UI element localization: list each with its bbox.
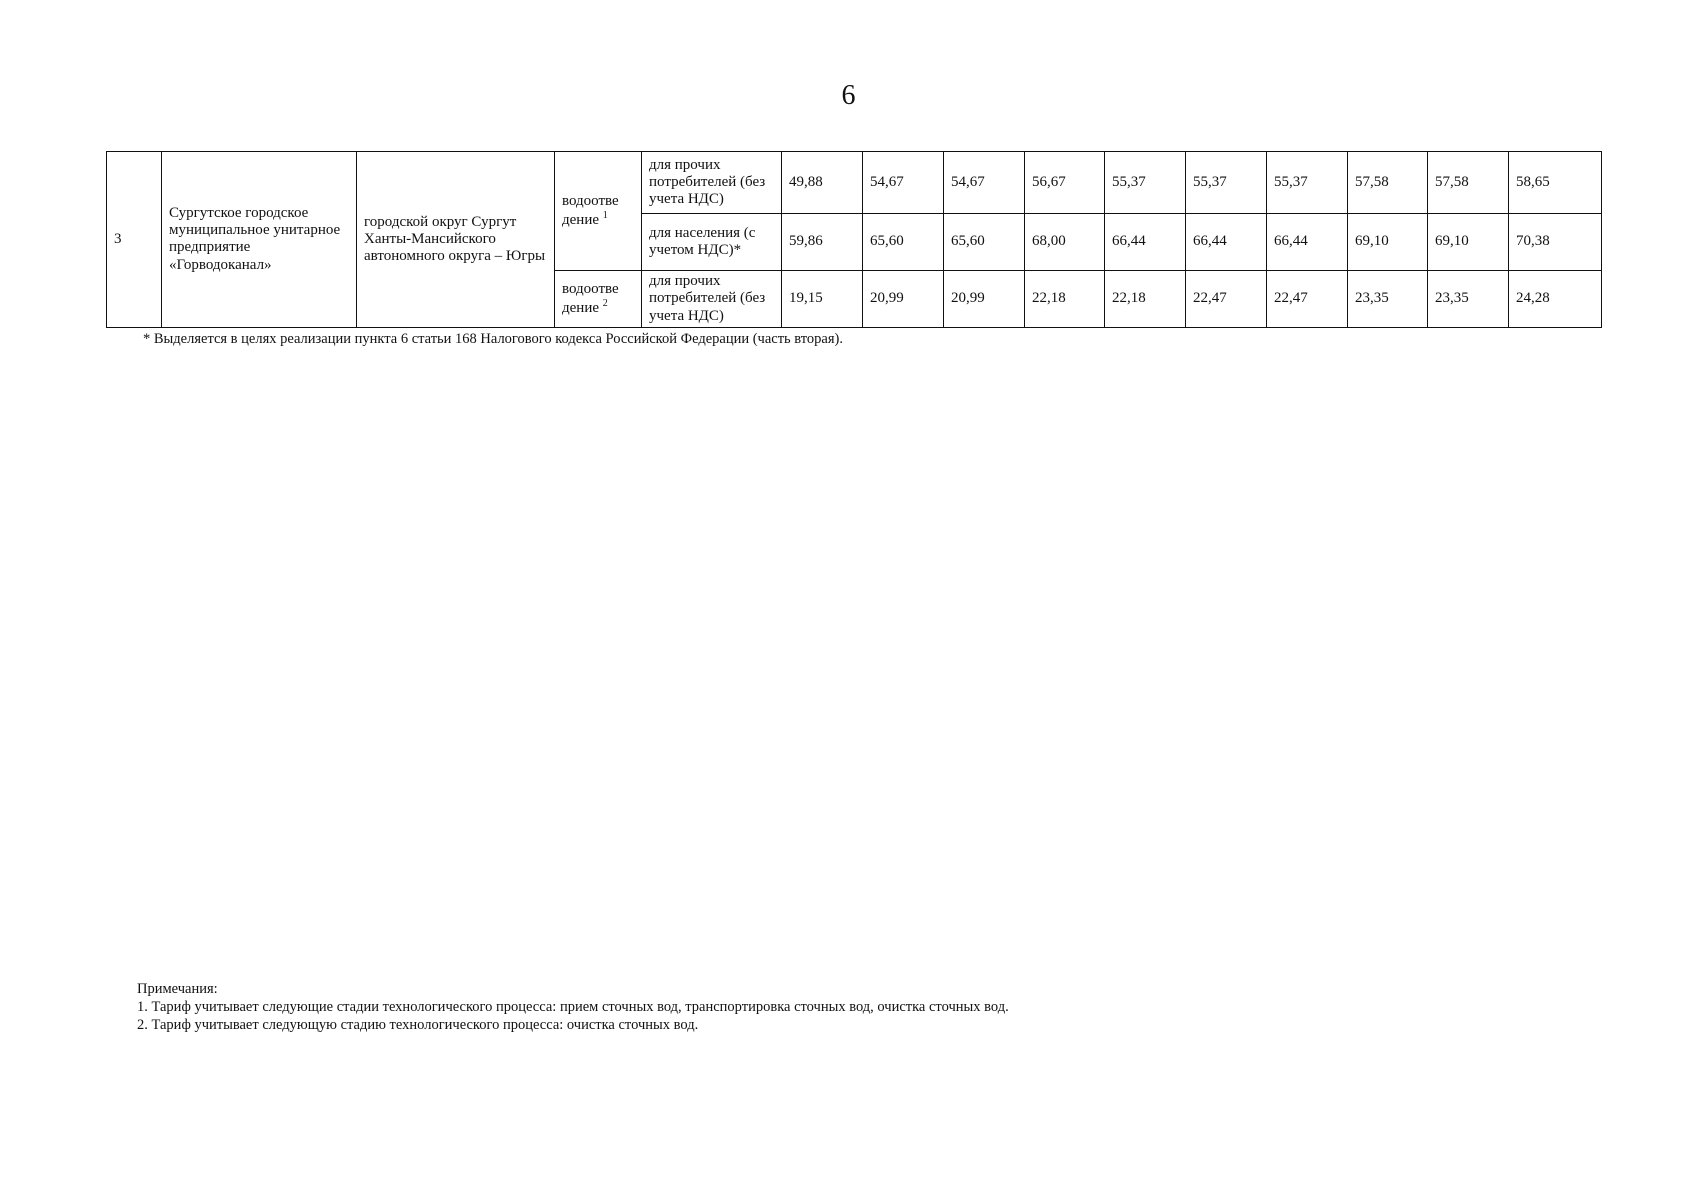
service-cell xyxy=(555,271,642,328)
value-cell: 24,28 xyxy=(1509,271,1602,328)
category-cell: для прочих потребителей (без учета НДС) xyxy=(642,152,782,214)
value-cell: 69,10 xyxy=(1428,214,1509,271)
page-number: 6 xyxy=(841,80,856,111)
value-cell: 69,10 xyxy=(1348,214,1428,271)
service-name: водоотве дение xyxy=(562,280,619,316)
territory-cell: городской округ Сургут Ханты-Мансийского автономного округа – Югры xyxy=(357,152,555,328)
value-cell: 57,58 xyxy=(1428,152,1509,214)
value-cell: 54,67 xyxy=(944,152,1025,214)
note-ref: 2 xyxy=(602,297,608,309)
value-cell: 65,60 xyxy=(944,214,1025,271)
tariff-table xyxy=(106,151,1602,328)
note-ref: 1 xyxy=(602,210,608,221)
value-cell: 56,67 xyxy=(1025,152,1105,214)
service-name: водоотве дение xyxy=(562,192,619,228)
footnote: * Выделяется в целях реализации пункта 6 статьи 168 Налогового кодекса Российской Федерации (часть вторая). xyxy=(143,331,843,347)
table-row xyxy=(107,152,1602,214)
value-cell: 55,37 xyxy=(1105,152,1186,214)
value-cell: 59,86 xyxy=(782,214,863,271)
value-cell: 65,60 xyxy=(863,214,944,271)
row-number-cell: 3 xyxy=(107,152,162,328)
value-cell: 68,00 xyxy=(1025,214,1105,271)
category-cell: для прочих потребителей (без учета НДС) xyxy=(642,271,782,328)
notes-title: Примечания: xyxy=(137,981,218,997)
value-cell: 20,99 xyxy=(944,271,1025,328)
note-item: 2. Тариф учитывает следующую стадию технологического процесса: очистка сточных вод. xyxy=(137,1017,699,1033)
note-item: 1. Тариф учитывает следующие стадии технологического процесса: прием сточных вод, транспортировка сточных вод, очистка сточных вод. xyxy=(137,999,1009,1015)
value-cell: 20,99 xyxy=(863,271,944,328)
value-cell: 22,47 xyxy=(1186,271,1267,328)
value-cell: 23,35 xyxy=(1348,271,1428,328)
value-cell: 22,18 xyxy=(1025,271,1105,328)
value-cell: 22,47 xyxy=(1267,271,1348,328)
value-cell: 55,37 xyxy=(1267,152,1348,214)
value-cell: 49,88 xyxy=(782,152,863,214)
value-cell: 58,65 xyxy=(1509,152,1602,214)
service-cell xyxy=(555,152,642,271)
value-cell: 22,18 xyxy=(1105,271,1186,328)
organization-cell: Сургутское городское муниципальное унитарное предприятие «Горводоканал» xyxy=(162,152,357,328)
value-cell: 66,44 xyxy=(1186,214,1267,271)
value-cell: 57,58 xyxy=(1348,152,1428,214)
value-cell: 54,67 xyxy=(863,152,944,214)
value-cell: 19,15 xyxy=(782,271,863,328)
value-cell: 66,44 xyxy=(1267,214,1348,271)
value-cell: 66,44 xyxy=(1105,214,1186,271)
value-cell: 70,38 xyxy=(1509,214,1602,271)
category-cell: для населения (с учетом НДС)* xyxy=(642,214,782,271)
notes-block xyxy=(137,980,1009,1034)
value-cell: 55,37 xyxy=(1186,152,1267,214)
value-cell: 23,35 xyxy=(1428,271,1509,328)
